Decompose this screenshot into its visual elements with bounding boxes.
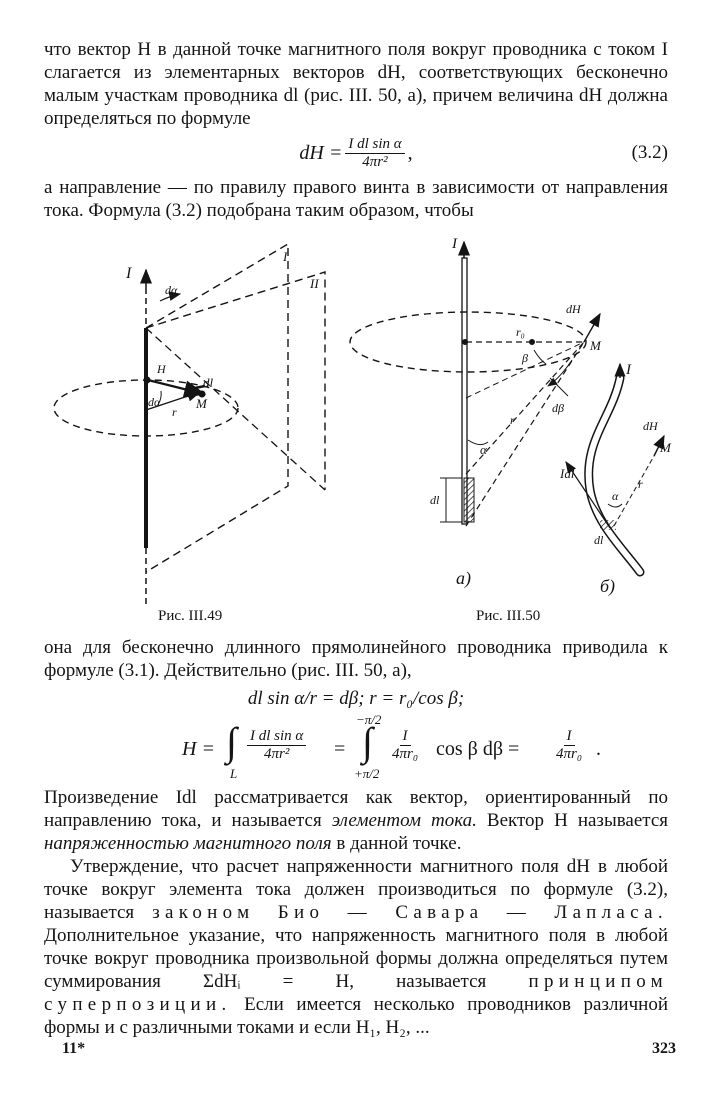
fig50a-label-alpha: α: [480, 442, 487, 457]
fig50a-label-r0: r₀: [516, 325, 525, 339]
p4-text-c: в данной точке.: [336, 833, 462, 854]
fig50b-label-Idl: Idl: [560, 466, 575, 481]
fig50b-label-I: I: [626, 362, 631, 378]
fig50a-label-dbeta: dβ: [552, 401, 564, 415]
formula-3-2: [44, 130, 668, 176]
integral-num-1: I dl sin α: [247, 728, 306, 746]
integral-fraction-1: [247, 728, 306, 763]
fig50b-label-M: M: [660, 440, 671, 455]
p5-text-a: Утверждение, что расчет напряженности магнитного поля dH в любой точке вокруг элемента тока должен производиться по формуле (3.2), называется: [44, 856, 668, 923]
formula-fraction: [345, 136, 404, 171]
formula-numerator: I dl sin α: [345, 136, 404, 154]
fig50b-label-dl: dl: [594, 533, 604, 547]
figure-III-50a: [350, 236, 602, 589]
integral-fraction-2: [389, 728, 421, 763]
fig49-label-H: H: [157, 362, 166, 376]
figure-III-49: [54, 244, 325, 608]
fig49-label-plane-I: I: [283, 249, 288, 264]
fig50a-label-r: r: [510, 413, 515, 427]
fig50a-label-dH: dH: [566, 302, 581, 316]
fig50b-label-alpha: α: [612, 489, 619, 503]
integral-end: .: [596, 738, 601, 760]
p5-text-c: Если имеется несколько проводников различной формы и с различными токами и если H₁, H₂, ...: [44, 994, 668, 1038]
integral-fraction-3: [553, 728, 585, 763]
term-superposition: принципом суперпозиции.: [44, 971, 669, 1015]
term-biot-savart-law: законом Био — Савара — Лапласа.: [152, 902, 668, 923]
paragraph-biot-savart: [44, 855, 668, 1039]
page-number: 323: [652, 1040, 676, 1057]
fig50a-label-beta: β: [522, 351, 528, 365]
term-field-strength: напряженностью магнитного поля: [44, 833, 332, 854]
fig50a-label-M: M: [590, 338, 601, 353]
paragraph-current-element: [44, 786, 668, 855]
integral-lhs: H =: [182, 738, 215, 760]
fig50b-label-dH: dH: [643, 419, 658, 433]
integral-equals: =: [334, 738, 346, 760]
integral-upper-2: −π/2: [356, 712, 382, 727]
integral-sign-1: ∫: [226, 719, 237, 764]
paragraph-derivation: она для бесконечно длинного прямолинейного проводника приводила к формуле (3.1). Действительно (рис. III. 50, а),: [44, 637, 668, 681]
printer-signature: 11*: [62, 1040, 86, 1057]
equation-substitution: dl sin α/r = dβ; r = r₀/cos β;: [247, 688, 465, 709]
p4-text-a: Произведение Idl рассматривается как вектор, ориентированный по направлению тока, и называется: [44, 787, 668, 831]
p4-text-b: Вектор H называется: [486, 810, 668, 831]
figures-svg: [0, 228, 716, 636]
fig49-label-I: I: [126, 265, 132, 282]
caption-fig-III-50: Рис. III.50: [476, 608, 541, 624]
fig49-label-plane-II: II: [310, 276, 319, 291]
integral-sign-2: ∫: [362, 719, 373, 764]
integral-formula: [44, 712, 668, 786]
fig50a-label-I: I: [452, 236, 457, 252]
integral-middle: cos β dβ =: [436, 738, 520, 760]
fig50b-sublabel: б): [600, 576, 616, 596]
figure-III-50b: [559, 362, 672, 597]
integral-lower-2: +π/2: [354, 766, 380, 781]
term-current-element: элементом тока.: [331, 810, 477, 831]
page-footer: [62, 1040, 676, 1058]
formula-number: (3.2): [631, 142, 668, 163]
integral-num-2: I: [400, 728, 411, 746]
fig49-label-r: r: [172, 405, 177, 419]
formula-lhs: dH =: [299, 141, 343, 164]
fig50a-sublabel: а): [456, 568, 471, 588]
paragraph-intro: что вектор H в данной точке магнитного поля вокруг проводника с током I слагается из элементарных векторов dH, соответствующих бесконечно малым участкам проводника dl (рис. III. 50, а), причем величина dH должна определяться по формуле: [44, 39, 668, 129]
p5-text-b: Дополнительное указание, что напряженность магнитного поля в любой точке вокруг проводника произвольной формы должна определяться путем суммирования ΣdHᵢ = H, называется: [44, 925, 668, 992]
formula-denominator: 4πr²: [362, 153, 388, 170]
page-body: [44, 38, 671, 1039]
paragraph-direction: а направление — по правилу правого винта в зависимости от направления тока. Формула (3.2) подобрана таким образом, чтобы: [44, 177, 668, 221]
fig49-label-dl: dl: [203, 375, 214, 390]
fig49-label-dalpha: dα: [148, 395, 161, 409]
caption-fig-III-49: Рис. III.49: [158, 608, 223, 624]
integral-lower-1: L: [230, 766, 238, 781]
fig49-label-dalpha-top: dα: [165, 283, 178, 297]
fig49-label-M: M: [196, 396, 207, 411]
integral-den-1: 4πr²: [263, 746, 290, 762]
integral-den-3: 4πr₀: [556, 746, 583, 762]
formula-comma: ,: [407, 141, 413, 164]
figures-area: [44, 228, 671, 636]
integral-num-3: I: [564, 728, 575, 746]
fig50b-label-r: r: [638, 477, 643, 491]
fig50a-label-dl: dl: [430, 493, 440, 507]
integral-den-2: 4πr₀: [392, 746, 419, 762]
